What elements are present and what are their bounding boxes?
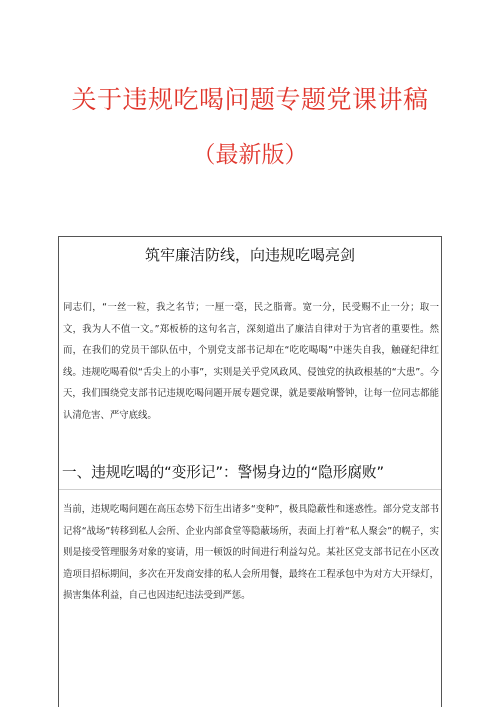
- section-1-paragraph: 当前，违规吃喝问题在高压态势下衍生出诸多“变种”，极具隐蔽性和迷惑性。部分党支部书记将“战场”转移到私人会所、企业内部食堂等隐蔽场所，表面上打着“私人聚会”的幌子，实则是接受管理服务对象的宴请，用一顿饭的时间进行利益勾兑。某社区党支部书记在小区改造项目招标期间，多次在开发商安排的私人会所用餐，最终在工程承包中为对方大开绿灯，损害集体利益，自己也因违纪违法受到严惩。: [63, 504, 439, 601]
- document-title: 关于违规吃喝问题专题党课讲稿: [71, 85, 429, 114]
- section-divider: [59, 489, 441, 490]
- content-heading: 筑牢廉洁防线，向违规吃喝亮剑: [144, 246, 355, 264]
- document-subtitle: （最新版）: [192, 142, 308, 168]
- intro-paragraph: 同志们，“一丝一粒，我之名节；一厘一毫，民之脂膏。宽一分，民受赐不止一分；取一文，我为人不值一文。”郑板桥的这句名言，深刻道出了廉洁自律对于为官者的重要性。然而，在我们的党员干部队伍中，个别党支部书记却在“吃吃喝喝”中迷失自我，触碰纪律红线。违规吃喝看似“舌尖上的小事”，实则是关乎党风政风、侵蚀党的执政根基的“大患”。今天，我们围绕党支部书记违规吃喝问题开展专题党课，就是要敲响警钟，让每一位同志都能认清危害、严守底线。: [63, 302, 439, 421]
- content-box: [58, 236, 442, 707]
- section-1-heading: 一、违规吃喝的“变形记”：警惕身边的“隐形腐败”: [62, 464, 385, 481]
